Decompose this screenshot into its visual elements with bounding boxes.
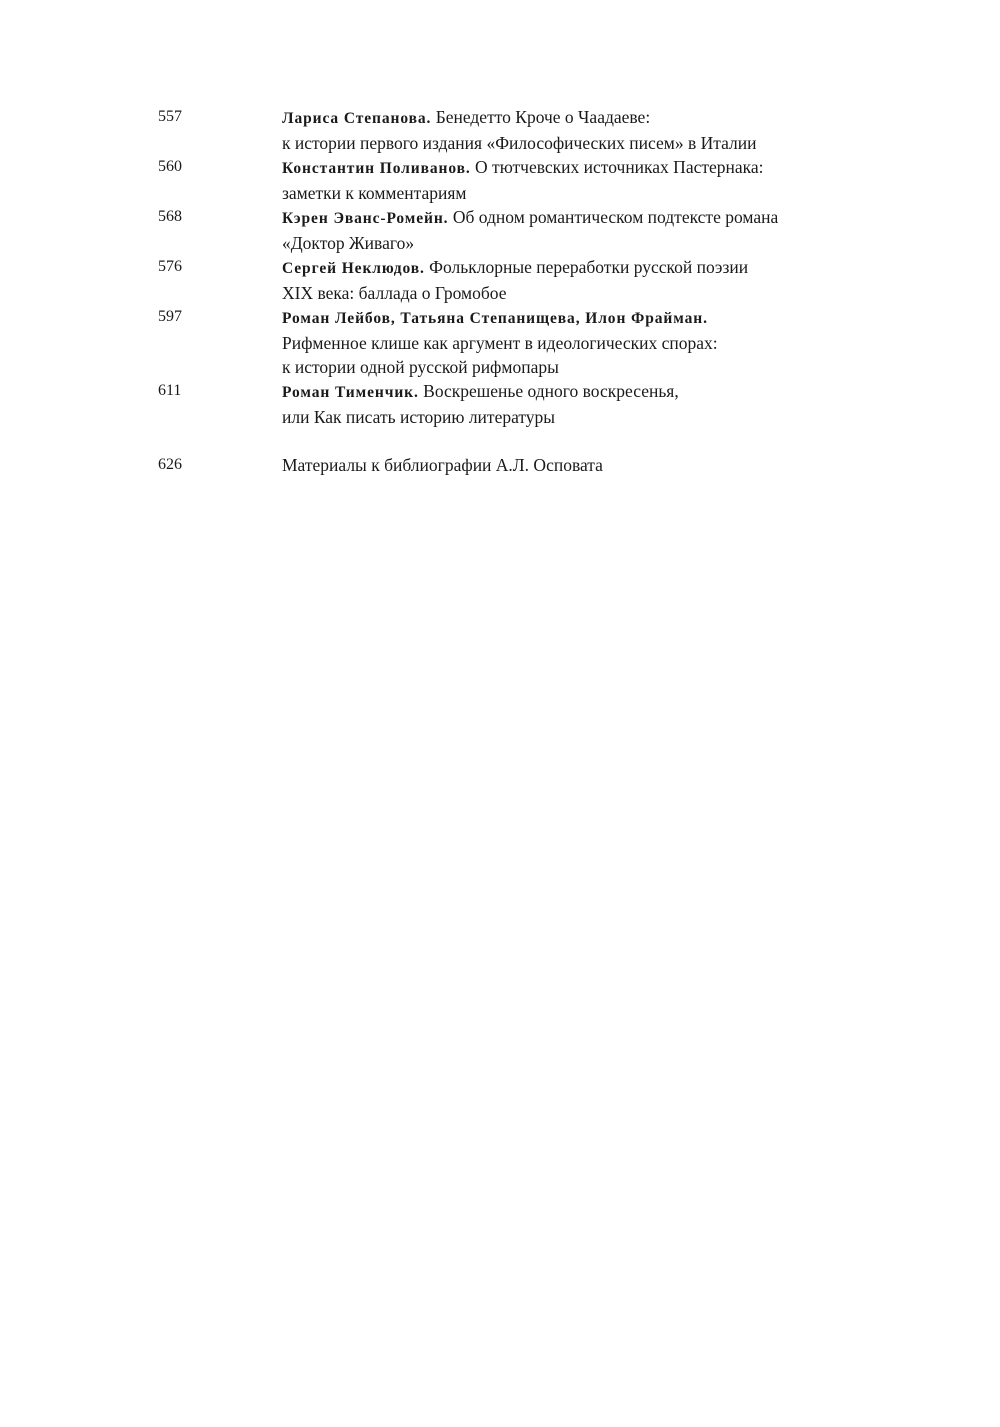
toc-author: Сергей Неклюдов. <box>282 260 425 277</box>
toc-page-number: 626 <box>158 456 182 473</box>
toc-entry-body <box>282 305 918 379</box>
toc-entry[interactable] <box>158 105 918 155</box>
toc-entry[interactable] <box>158 379 918 429</box>
toc-title-line: к истории одной русской рифмопары <box>282 357 559 377</box>
toc-author: Роман Лейбов, Татьяна Степанищева, Илон Фрайман. <box>282 310 708 327</box>
toc-title-line: Рифменное клише как аргумент в идеологических спорах: <box>282 333 718 353</box>
toc-entry-first-line <box>282 255 918 281</box>
toc-title-line: XIX века: баллада о Громобое <box>282 283 507 303</box>
toc-page-number: 560 <box>158 158 182 175</box>
toc-entry-first-line <box>282 205 918 231</box>
table-of-contents <box>158 105 918 477</box>
toc-entry-first-line <box>282 155 918 181</box>
toc-entry[interactable] <box>158 255 918 305</box>
toc-title-line: Бенедетто Кроче о Чаадаеве: <box>435 107 651 127</box>
toc-title-line: Воскрешенье одного воскресенья, <box>423 381 679 401</box>
toc-title-line: О тютчевских источниках Пастернака: <box>475 157 764 177</box>
toc-entry-body <box>282 453 918 477</box>
toc-page-number: 597 <box>158 308 182 325</box>
toc-entry-body <box>282 205 918 255</box>
toc-entry-bibliography[interactable] <box>158 453 918 477</box>
toc-title-line: «Доктор Живаго» <box>282 233 415 253</box>
toc-entry-first-line <box>282 305 918 331</box>
toc-entry[interactable] <box>158 305 918 379</box>
toc-author: Константин Поливанов. <box>282 160 471 177</box>
toc-entry[interactable] <box>158 155 918 205</box>
toc-title-line: к истории первого издания «Философических писем» в Италии <box>282 133 757 153</box>
toc-author: Кэрен Эванс-Ромейн. <box>282 210 449 227</box>
toc-entry-body <box>282 255 918 305</box>
toc-title-line: Фольклорные переработки русской поэзии <box>429 257 749 277</box>
toc-title-line: Об одном романтическом подтексте романа <box>452 207 779 227</box>
toc-author: Лариса Степанова. <box>282 110 432 127</box>
toc-entry[interactable] <box>158 205 918 255</box>
toc-page-number: 568 <box>158 208 182 225</box>
toc-title-line: или Как писать историю литературы <box>282 407 556 427</box>
toc-page-number: 576 <box>158 258 182 275</box>
toc-title-line: заметки к комментариям <box>282 183 467 203</box>
toc-page-number: 557 <box>158 108 182 125</box>
toc-entry-body <box>282 105 918 155</box>
toc-entry-first-line <box>282 105 918 131</box>
toc-section-spacer <box>158 429 918 453</box>
toc-title-line: Материалы к библиографии А.Л. Осповата <box>282 455 603 475</box>
toc-author: Роман Тименчик. <box>282 384 419 401</box>
toc-entry-body <box>282 379 918 429</box>
toc-page-number: 611 <box>158 382 182 399</box>
toc-entry-body <box>282 155 918 205</box>
toc-entry-first-line <box>282 379 918 405</box>
